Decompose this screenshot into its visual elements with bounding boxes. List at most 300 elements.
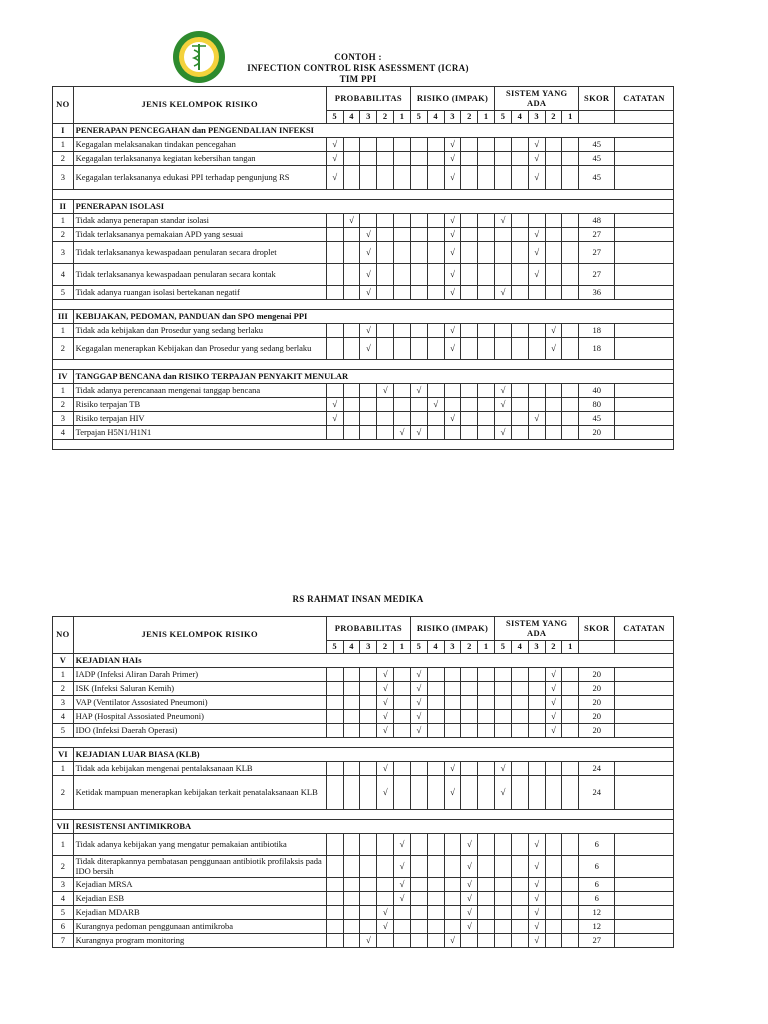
empty-cell xyxy=(360,878,377,892)
risk-description: Risiko terpajan TB xyxy=(73,398,326,412)
empty-cell xyxy=(478,934,495,948)
empty-cell xyxy=(394,166,411,190)
col-header-no: NO xyxy=(53,87,74,124)
empty-cell xyxy=(478,776,495,810)
risk-description: Kurangnya program monitoring xyxy=(73,934,326,948)
empty-cell xyxy=(377,412,394,426)
empty-cell xyxy=(545,166,562,190)
empty-cell xyxy=(360,776,377,810)
empty-cell xyxy=(478,762,495,776)
row-number: 1 xyxy=(53,138,74,152)
risk-description: Tidak adanya perencanaan mengenai tanggap bencana xyxy=(73,384,326,398)
col-header-no: NO xyxy=(53,617,74,654)
scale-number: 5 xyxy=(326,111,343,124)
scale-number: 2 xyxy=(461,111,478,124)
empty-cell xyxy=(343,906,360,920)
section-title: PENERAPAN PENCEGAHAN dan PENGENDALIAN INFEKSI xyxy=(73,124,673,138)
probabilitas-check: √ xyxy=(377,724,394,738)
empty-cell xyxy=(343,286,360,300)
empty-cell xyxy=(427,762,444,776)
sistem-check: √ xyxy=(528,166,545,190)
skor-value: 27 xyxy=(579,934,615,948)
risk-description: Terpajan H5N1/H1N1 xyxy=(73,426,326,440)
scale-number: 1 xyxy=(478,641,495,654)
scale-number: 5 xyxy=(410,111,427,124)
hospital-name-heading: RS RAHMAT INSAN MEDIKA xyxy=(292,594,424,604)
scale-number: 1 xyxy=(562,641,579,654)
risiko-check: √ xyxy=(461,878,478,892)
risiko-check: √ xyxy=(444,138,461,152)
empty-cell xyxy=(495,834,512,856)
empty-cell xyxy=(478,152,495,166)
empty-cell xyxy=(545,878,562,892)
empty-cell xyxy=(495,152,512,166)
empty-cell xyxy=(528,286,545,300)
scale-number: 1 xyxy=(394,111,411,124)
empty-cell xyxy=(410,398,427,412)
risiko-check: √ xyxy=(461,920,478,934)
empty-cell xyxy=(545,856,562,878)
risk-row xyxy=(53,228,674,242)
empty-cell xyxy=(511,696,528,710)
empty-cell xyxy=(377,892,394,906)
risk-row xyxy=(53,138,674,152)
empty-cell xyxy=(545,412,562,426)
catatan-cell xyxy=(615,228,674,242)
scale-number: 4 xyxy=(511,641,528,654)
empty-cell xyxy=(478,892,495,906)
empty-cell xyxy=(394,214,411,228)
empty-cell xyxy=(444,856,461,878)
section-title: KEJADIAN HAIs xyxy=(73,654,673,668)
empty-cell xyxy=(461,696,478,710)
empty-cell xyxy=(478,426,495,440)
scale-number: 5 xyxy=(495,641,512,654)
empty-cell xyxy=(377,138,394,152)
empty-cell xyxy=(511,324,528,338)
section-number: II xyxy=(53,200,74,214)
risiko-check: √ xyxy=(427,398,444,412)
catatan-cell xyxy=(615,286,674,300)
risiko-check: √ xyxy=(444,286,461,300)
row-number: 6 xyxy=(53,920,74,934)
probabilitas-check: √ xyxy=(394,426,411,440)
row-number: 2 xyxy=(53,856,74,878)
empty-cell xyxy=(562,412,579,426)
catatan-cell xyxy=(615,242,674,264)
sistem-check: √ xyxy=(528,920,545,934)
empty-cell xyxy=(410,242,427,264)
skor-value: 12 xyxy=(579,920,615,934)
empty-cell xyxy=(545,920,562,934)
empty-cell xyxy=(360,696,377,710)
empty-cell xyxy=(495,856,512,878)
empty-cell xyxy=(478,906,495,920)
document-header xyxy=(200,52,516,85)
sistem-check: √ xyxy=(528,152,545,166)
empty-cell xyxy=(478,214,495,228)
empty-cell xyxy=(495,878,512,892)
scale-number: 1 xyxy=(394,641,411,654)
empty-cell xyxy=(394,696,411,710)
empty-cell xyxy=(394,264,411,286)
empty-cell xyxy=(410,934,427,948)
probabilitas-check: √ xyxy=(377,776,394,810)
empty-cell xyxy=(615,111,674,124)
empty-cell xyxy=(394,412,411,426)
risiko-check: √ xyxy=(444,776,461,810)
section-number: III xyxy=(53,310,74,324)
empty-cell xyxy=(326,228,343,242)
probabilitas-check: √ xyxy=(377,668,394,682)
empty-cell xyxy=(410,338,427,360)
row-number: 7 xyxy=(53,934,74,948)
empty-cell xyxy=(495,324,512,338)
empty-cell xyxy=(562,166,579,190)
empty-cell xyxy=(326,682,343,696)
empty-cell xyxy=(377,834,394,856)
risk-description: Kurangnya pedoman penggunaan antimikroba xyxy=(73,920,326,934)
spacer-row xyxy=(53,810,674,820)
empty-cell xyxy=(410,324,427,338)
empty-cell xyxy=(360,906,377,920)
sistem-check: √ xyxy=(528,856,545,878)
risiko-check: √ xyxy=(410,668,427,682)
risk-row xyxy=(53,834,674,856)
empty-cell xyxy=(427,138,444,152)
empty-cell xyxy=(478,228,495,242)
empty-cell xyxy=(545,152,562,166)
empty-cell xyxy=(343,892,360,906)
empty-cell xyxy=(394,324,411,338)
empty-cell xyxy=(360,834,377,856)
empty-cell xyxy=(326,338,343,360)
empty-cell xyxy=(427,834,444,856)
section-number: IV xyxy=(53,370,74,384)
empty-cell xyxy=(343,762,360,776)
empty-cell xyxy=(511,762,528,776)
risiko-check: √ xyxy=(410,696,427,710)
empty-cell xyxy=(495,138,512,152)
col-header-skor: SKOR xyxy=(579,87,615,111)
probabilitas-check: √ xyxy=(360,286,377,300)
risk-row xyxy=(53,710,674,724)
empty-cell xyxy=(326,710,343,724)
row-number: 1 xyxy=(53,214,74,228)
empty-cell xyxy=(478,338,495,360)
empty-cell xyxy=(343,696,360,710)
spacer-row xyxy=(53,190,674,200)
empty-cell xyxy=(427,242,444,264)
empty-cell xyxy=(377,152,394,166)
empty-cell xyxy=(461,412,478,426)
empty-cell xyxy=(343,426,360,440)
empty-cell xyxy=(511,338,528,360)
risk-row xyxy=(53,724,674,738)
skor-value: 36 xyxy=(579,286,615,300)
empty-cell xyxy=(528,710,545,724)
risk-row xyxy=(53,398,674,412)
empty-cell xyxy=(427,892,444,906)
empty-cell xyxy=(562,696,579,710)
section-row xyxy=(53,124,674,138)
risk-row xyxy=(53,906,674,920)
header-title: INFECTION CONTROL RISK ASESSMENT (ICRA) xyxy=(247,63,469,73)
risk-row xyxy=(53,152,674,166)
risk-description: Risiko terpajan HIV xyxy=(73,412,326,426)
empty-cell xyxy=(444,906,461,920)
empty-cell xyxy=(478,696,495,710)
empty-cell xyxy=(562,214,579,228)
empty-cell xyxy=(343,834,360,856)
spacer-cell xyxy=(53,360,674,370)
risk-description: Kegagalan menerapkan Kebijakan dan Prosedur yang sedang berlaku xyxy=(73,338,326,360)
risk-description: VAP (Ventilator Assosiated Pneumoni) xyxy=(73,696,326,710)
empty-cell xyxy=(444,426,461,440)
sistem-check: √ xyxy=(528,242,545,264)
empty-cell xyxy=(511,892,528,906)
empty-cell xyxy=(326,696,343,710)
empty-cell xyxy=(427,286,444,300)
empty-cell xyxy=(495,906,512,920)
empty-cell xyxy=(478,878,495,892)
empty-cell xyxy=(461,166,478,190)
empty-cell xyxy=(461,724,478,738)
spacer-cell xyxy=(53,738,674,748)
catatan-cell xyxy=(615,878,674,892)
empty-cell xyxy=(444,398,461,412)
empty-cell xyxy=(461,668,478,682)
risiko-check: √ xyxy=(444,242,461,264)
empty-cell xyxy=(326,242,343,264)
empty-cell xyxy=(478,724,495,738)
probabilitas-check: √ xyxy=(360,228,377,242)
empty-cell xyxy=(495,264,512,286)
sistem-check: √ xyxy=(528,412,545,426)
probabilitas-check: √ xyxy=(360,324,377,338)
probabilitas-check: √ xyxy=(326,138,343,152)
empty-cell xyxy=(495,166,512,190)
risk-description: Kegagalan terlaksananya edukasi PPI terhadap pengunjung RS xyxy=(73,166,326,190)
risk-description: Kejadian MDARB xyxy=(73,906,326,920)
catatan-cell xyxy=(615,264,674,286)
catatan-cell xyxy=(615,324,674,338)
empty-cell xyxy=(326,856,343,878)
empty-cell xyxy=(427,228,444,242)
section-number: V xyxy=(53,654,74,668)
catatan-cell xyxy=(615,412,674,426)
scale-number: 3 xyxy=(528,641,545,654)
row-number: 4 xyxy=(53,264,74,286)
empty-cell xyxy=(343,152,360,166)
empty-cell xyxy=(478,682,495,696)
catatan-cell xyxy=(615,762,674,776)
empty-cell xyxy=(427,906,444,920)
risk-row xyxy=(53,384,674,398)
empty-cell xyxy=(427,338,444,360)
sistem-check: √ xyxy=(545,668,562,682)
empty-cell xyxy=(545,138,562,152)
empty-cell xyxy=(562,152,579,166)
skor-value: 6 xyxy=(579,892,615,906)
risk-description: Tidak terlaksananya kewaspadaan penularan secara kontak xyxy=(73,264,326,286)
empty-cell xyxy=(562,338,579,360)
empty-cell xyxy=(377,934,394,948)
empty-cell xyxy=(427,878,444,892)
empty-cell xyxy=(427,152,444,166)
empty-cell xyxy=(461,286,478,300)
section-row xyxy=(53,370,674,384)
spacer-row xyxy=(53,360,674,370)
scale-number: 3 xyxy=(360,111,377,124)
col-header-skor: SKOR xyxy=(579,617,615,641)
empty-cell xyxy=(562,324,579,338)
scale-number: 1 xyxy=(478,111,495,124)
empty-cell xyxy=(427,776,444,810)
empty-cell xyxy=(495,668,512,682)
skor-value: 6 xyxy=(579,834,615,856)
empty-cell xyxy=(495,412,512,426)
empty-cell xyxy=(511,242,528,264)
col-header-jenis: JENIS KELOMPOK RISIKO xyxy=(73,617,326,654)
col-header-risiko: RISIKO (IMPAK) xyxy=(410,617,494,641)
empty-cell xyxy=(444,710,461,724)
empty-cell xyxy=(360,166,377,190)
risiko-check: √ xyxy=(444,228,461,242)
empty-cell xyxy=(545,228,562,242)
empty-cell xyxy=(394,384,411,398)
empty-cell xyxy=(410,920,427,934)
catatan-cell xyxy=(615,776,674,810)
spacer-row xyxy=(53,440,674,450)
empty-cell xyxy=(545,934,562,948)
section-title: KEJADIAN LUAR BIASA (KLB) xyxy=(73,748,673,762)
empty-cell xyxy=(545,906,562,920)
sistem-check: √ xyxy=(545,682,562,696)
skor-value: 20 xyxy=(579,682,615,696)
risk-row xyxy=(53,934,674,948)
empty-cell xyxy=(394,934,411,948)
skor-value: 45 xyxy=(579,152,615,166)
empty-cell xyxy=(377,338,394,360)
empty-cell xyxy=(478,834,495,856)
probabilitas-check: √ xyxy=(343,214,360,228)
sistem-check: √ xyxy=(495,762,512,776)
col-header-probabilitas: PROBABILITAS xyxy=(326,617,410,641)
empty-cell xyxy=(326,426,343,440)
risiko-check: √ xyxy=(410,426,427,440)
empty-cell xyxy=(343,934,360,948)
probabilitas-check: √ xyxy=(377,906,394,920)
row-number: 2 xyxy=(53,338,74,360)
empty-cell xyxy=(377,426,394,440)
empty-cell xyxy=(360,384,377,398)
empty-cell xyxy=(579,641,615,654)
empty-cell xyxy=(326,776,343,810)
sistem-check: √ xyxy=(528,878,545,892)
row-number: 5 xyxy=(53,724,74,738)
probabilitas-check: √ xyxy=(377,710,394,724)
empty-cell xyxy=(511,776,528,810)
empty-cell xyxy=(495,920,512,934)
sistem-check: √ xyxy=(495,776,512,810)
risiko-check: √ xyxy=(410,724,427,738)
empty-cell xyxy=(545,286,562,300)
empty-cell xyxy=(461,398,478,412)
empty-cell xyxy=(511,724,528,738)
catatan-cell xyxy=(615,710,674,724)
empty-cell xyxy=(461,338,478,360)
skor-value: 27 xyxy=(579,264,615,286)
risk-row xyxy=(53,214,674,228)
empty-cell xyxy=(343,338,360,360)
skor-value: 12 xyxy=(579,906,615,920)
sistem-check: √ xyxy=(495,426,512,440)
empty-cell xyxy=(495,892,512,906)
empty-cell xyxy=(528,762,545,776)
probabilitas-check: √ xyxy=(394,834,411,856)
probabilitas-check: √ xyxy=(394,856,411,878)
sistem-check: √ xyxy=(495,398,512,412)
skor-value: 20 xyxy=(579,668,615,682)
col-header-risiko: RISIKO (IMPAK) xyxy=(410,87,494,111)
catatan-cell xyxy=(615,724,674,738)
risk-row xyxy=(53,878,674,892)
scale-number: 4 xyxy=(427,111,444,124)
empty-cell xyxy=(511,138,528,152)
risiko-check: √ xyxy=(444,934,461,948)
empty-cell xyxy=(478,166,495,190)
risk-description: Tidak adanya ruangan isolasi bertekanan negatif xyxy=(73,286,326,300)
empty-cell xyxy=(528,384,545,398)
empty-cell xyxy=(360,856,377,878)
sistem-check: √ xyxy=(545,324,562,338)
empty-cell xyxy=(394,762,411,776)
empty-cell xyxy=(478,920,495,934)
empty-cell xyxy=(545,892,562,906)
sistem-check: √ xyxy=(528,834,545,856)
spacer-row xyxy=(53,300,674,310)
scale-number: 3 xyxy=(360,641,377,654)
empty-cell xyxy=(326,934,343,948)
sistem-check: √ xyxy=(528,264,545,286)
empty-cell xyxy=(461,426,478,440)
empty-cell xyxy=(461,264,478,286)
empty-cell xyxy=(394,776,411,810)
section-title: RESISTENSI ANTIMIKROBA xyxy=(73,820,673,834)
row-number: 2 xyxy=(53,682,74,696)
section-row xyxy=(53,200,674,214)
skor-value: 24 xyxy=(579,776,615,810)
scale-number: 2 xyxy=(545,641,562,654)
risk-row xyxy=(53,166,674,190)
risiko-check: √ xyxy=(444,338,461,360)
catatan-cell xyxy=(615,906,674,920)
risk-description: Tidak terlaksananya kewaspadaan penularan secara droplet xyxy=(73,242,326,264)
empty-cell xyxy=(343,384,360,398)
probabilitas-check: √ xyxy=(326,152,343,166)
empty-cell xyxy=(360,682,377,696)
empty-cell xyxy=(615,641,674,654)
scale-number: 5 xyxy=(326,641,343,654)
sistem-check: √ xyxy=(495,384,512,398)
risk-row xyxy=(53,286,674,300)
empty-cell xyxy=(343,920,360,934)
empty-cell xyxy=(427,426,444,440)
empty-cell xyxy=(444,892,461,906)
empty-cell xyxy=(444,878,461,892)
risk-description: Ketidak mampuan menerapkan kebijakan terkait penatalaksanaan KLB xyxy=(73,776,326,810)
